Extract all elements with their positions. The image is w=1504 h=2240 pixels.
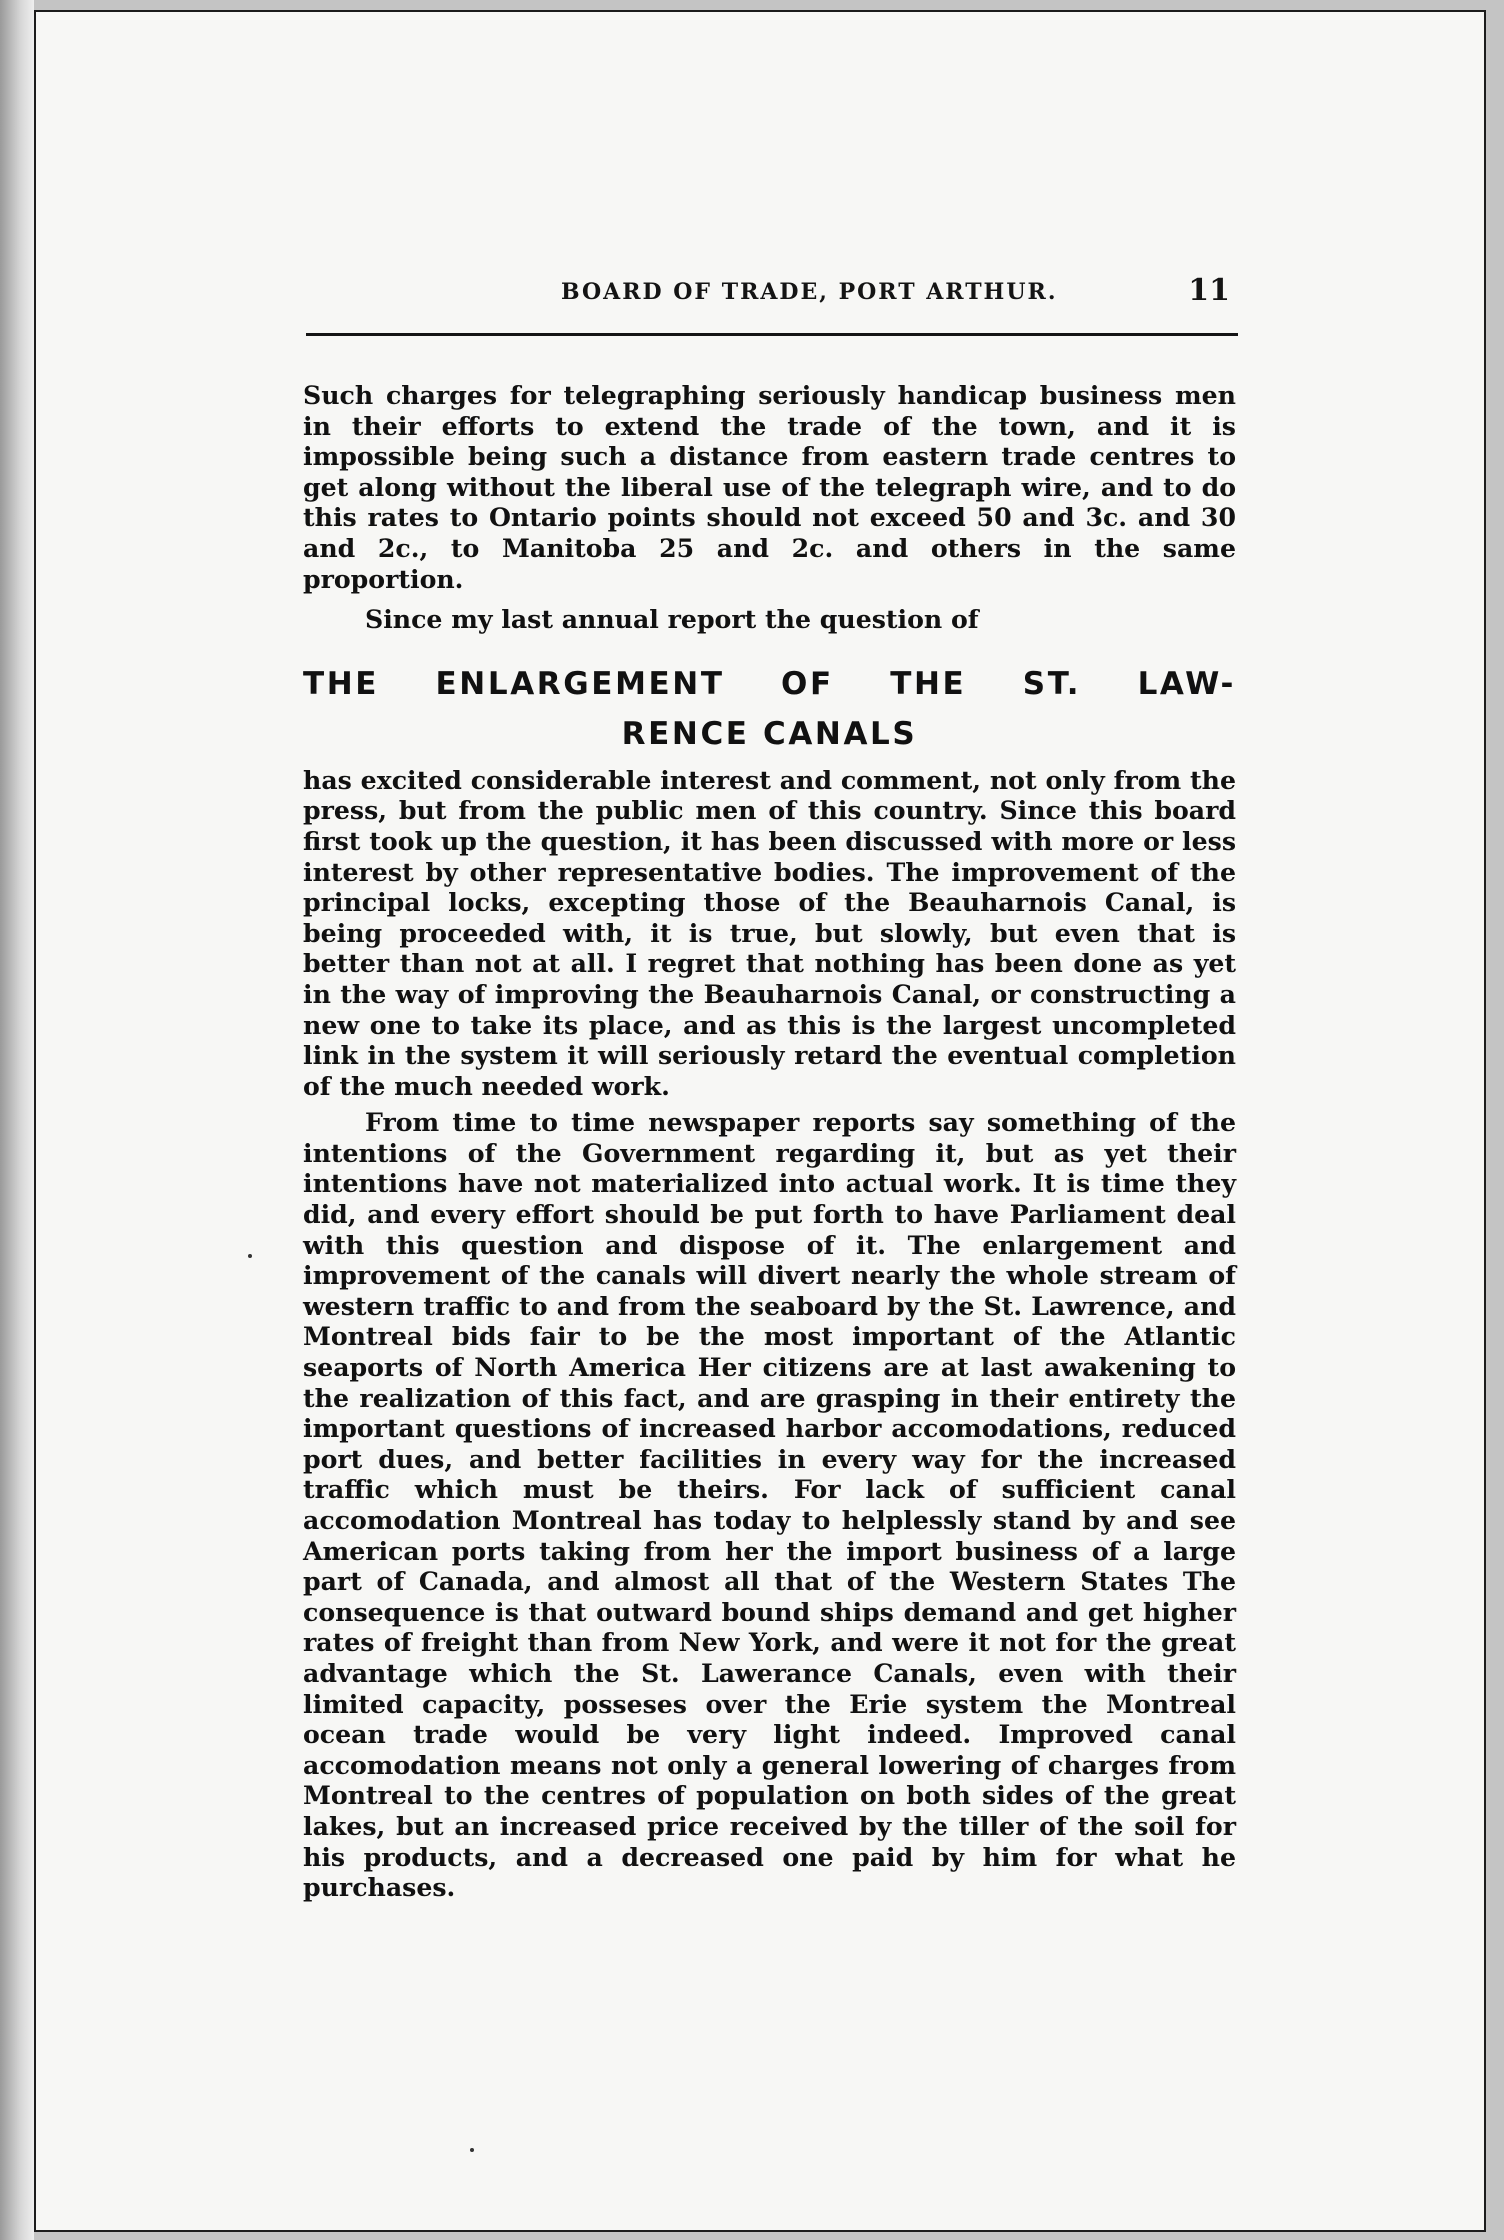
section-title (303, 659, 1236, 759)
section-title-line-2: RENCE CANALS (621, 715, 918, 752)
paragraph-lead-in: Since my last annual report the question of (365, 604, 979, 635)
section-title-line-1: THE ENLARGEMENT OF THE ST. LAW- (303, 665, 1236, 702)
page-body (303, 380, 1236, 1903)
ink-speck (248, 1254, 252, 1258)
header-rule (306, 333, 1238, 336)
paragraph-canal-interest: has excited considerable interest and comment, not only from the press, but from the public men of this country. Since this board first took up the question, it has been discussed with more or less interest by other representative bodies. The improvement of the principal locks, excepting those of the Beauharnois Canal, is being proceeded with, it is true, but slowly, but even that is better than not at all. I regret that nothing has been done as yet in the way of improving the Beauharnois Canal, or constructing a new one to take its place, and as this is the largest uncompleted link in the system it will seriously retard the eventual completion of the much needed work. (303, 764, 1236, 1101)
ink-speck (470, 2148, 474, 2152)
page-number: 11 (1188, 273, 1230, 308)
paragraph-montreal-trade: From time to time newspaper reports say something of the intentions of the Government regarding it, but as yet their intentions have not materialized into actual work. It is time they did, and every effort should be put forth to have Parliament deal with this question and dispose of it. The enlargement and improvement of the canals will divert nearly the whole stream of western traffic to and from the seaboard by the St. Lawrence, and Montreal bids fair to be the most important of the Atlantic seaports of North America Her citizens are at last awakening to the realization of this fact, and are grasping in their entirety the important questions of increased harbor accomodations, reduced port dues, and better facilities in every way for the increased traffic which must be theirs. For lack of sufficient canal accomodation Montreal has today to helplessly stand by and see American ports taking from her the import business of a large part of Canada, and almost all that of the Western States The consequence is that outward bound ships demand and get higher rates of freight than from New York, and were it not for the great advantage which the St. Lawerance Canals, even with their limited capacity, posseses over the Erie system the Montreal ocean trade would be very light indeed. Improved canal accomodation means not only a general lowering of charges from Montreal to the centres of population on both sides of the great lakes, but an increased price received by the tiller of the soil for his products, and a decreased one paid by him for what he purchases. (303, 1107, 1236, 1903)
page-header (306, 273, 1236, 317)
scan-edge-shadow (0, 0, 34, 2240)
paragraph-telegraph-charges: Such charges for telegraphing seriously handicap business men in their efforts to extend the trade of the town, and it is impossible being such a distance from eastern trade centres to get along without the liberal use of the telegraph wire, and to do this rates to Ontario points should not exceed 50 and 3c. and 30 and 2c., to Manitoba 25 and 2c. and others in the same proportion. (303, 380, 1236, 594)
running-head: BOARD OF TRADE, PORT ARTHUR. (561, 279, 1058, 305)
